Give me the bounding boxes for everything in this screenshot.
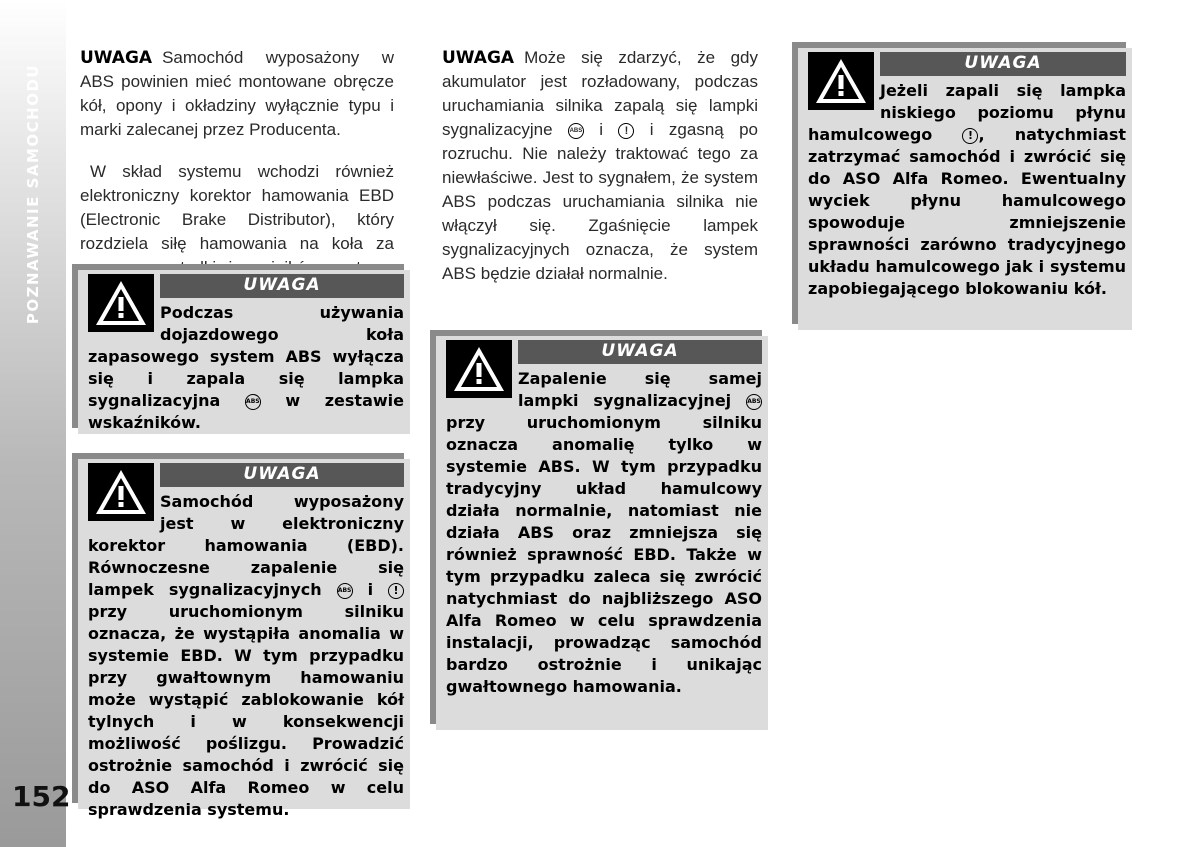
paragraph: UWAGA Może się zdarzyć, że gdy akumulator jest rozładowany, podczas uruchamiania silnika zapalą się lampki sygnalizacyjne ABS i ! i zgasną po rozruchu. Nie należy traktować tego za niewłaściwe. Jest to sygnałem, że system ABS podczas uruchamiania silnika nie włączył się. Zgaśnięcie lampek sygnalizacyjnych oznacza, że system ABS będzie działał normalnie.: [442, 48, 758, 283]
paragraph: W skład systemu wchodzi również elektroniczny korektor hamowania EBD (Electronic Brake Distributor), który rozdziela siłę hamowania na koła za: [80, 162, 394, 253]
warning-triangle-icon: [88, 274, 154, 332]
warning-box: UWAGA Samochód wyposażony jest w elektroniczny korektor hamowania (EBD). Równoczesne zapalenie się lampek sygnalizacyjnych ABS i ! przy uruchomionym silniku oznacza, że wystąpiła anomalia w systemie EBD. W tym przypadku przy gwałtownym hamowaniu może wystąpić zablokowanie kół tylnych i w konsekwencji możliwość poślizgu. Prowadzić ostrożnie samochód i zwrócić się do ASO Alfa Romeo w celu sprawdzenia systemu.: [72, 453, 410, 809]
lead-label: UWAGA: [80, 48, 153, 68]
abs-warning-icon: ABS: [337, 583, 353, 599]
warning-box: UWAGA Podczas używania dojazdowego koła zapasowego system ABS wyłącza się i zapala się lampka sygnalizacyjna ABS w zestawie wskaźników.: [72, 264, 410, 434]
warning-header: UWAGA: [518, 340, 762, 364]
column-2-text: [442, 46, 758, 304]
abs-warning-icon: ABS: [746, 394, 762, 410]
warning-header: UWAGA: [160, 274, 404, 298]
warning-triangle-icon: [808, 52, 874, 110]
paragraph: UWAGA Samochód wyposażony w ABS powinien mieć montowane obręcze kół, opony i okładziny wyłącznie typu i marki zalecanej przez Producenta.: [80, 48, 394, 139]
section-title: POZNAWANIE SAMOCHODU: [24, 63, 42, 325]
brake-warning-icon: !: [962, 128, 978, 144]
warning-header: UWAGA: [880, 52, 1126, 76]
page-number: 152: [12, 780, 71, 813]
warning-box: UWAGA Zapalenie się samej lampki sygnalizacyjnej ABS przy uruchomionym silniku oznacza anomalię tylko w systemie ABS. W tym przypadku tradycyjny układ hamulcowy działa normalnie, natomiast nie działa ABS oraz zmniejsza się również sprawność EBD. Także w tym przypadku zaleca się zwrócić natychmiast do najbliższego ASO Alfa Romeo w celu sprawdzenia instalacji, prowadząc samochód bardzo ostrożnie i unikając gwałtownego hamowania.: [430, 330, 768, 730]
warning-triangle-icon: [446, 340, 512, 398]
warning-triangle-icon: [88, 463, 154, 521]
sidebar: [0, 0, 71, 847]
warning-header: UWAGA: [160, 463, 404, 487]
abs-warning-icon: ABS: [245, 394, 261, 410]
lead-label: UWAGA: [442, 48, 515, 68]
warning-box: UWAGA Jeżeli zapali się lampka niskiego poziomu płynu hamulcowego ! , natychmiast zatrzymać samochód i zwrócić się do ASO Alfa Romeo. Ewentualny wyciek płynu hamulcowego spowoduje zmniejszenie sprawności zarówno tradycyjnego układu hamulcowego jak i systemu zapobiegającego blokowaniu kół.: [792, 42, 1132, 330]
brake-warning-icon: !: [388, 583, 404, 599]
brake-warning-icon: !: [618, 123, 634, 139]
abs-warning-icon: ABS: [568, 123, 584, 139]
